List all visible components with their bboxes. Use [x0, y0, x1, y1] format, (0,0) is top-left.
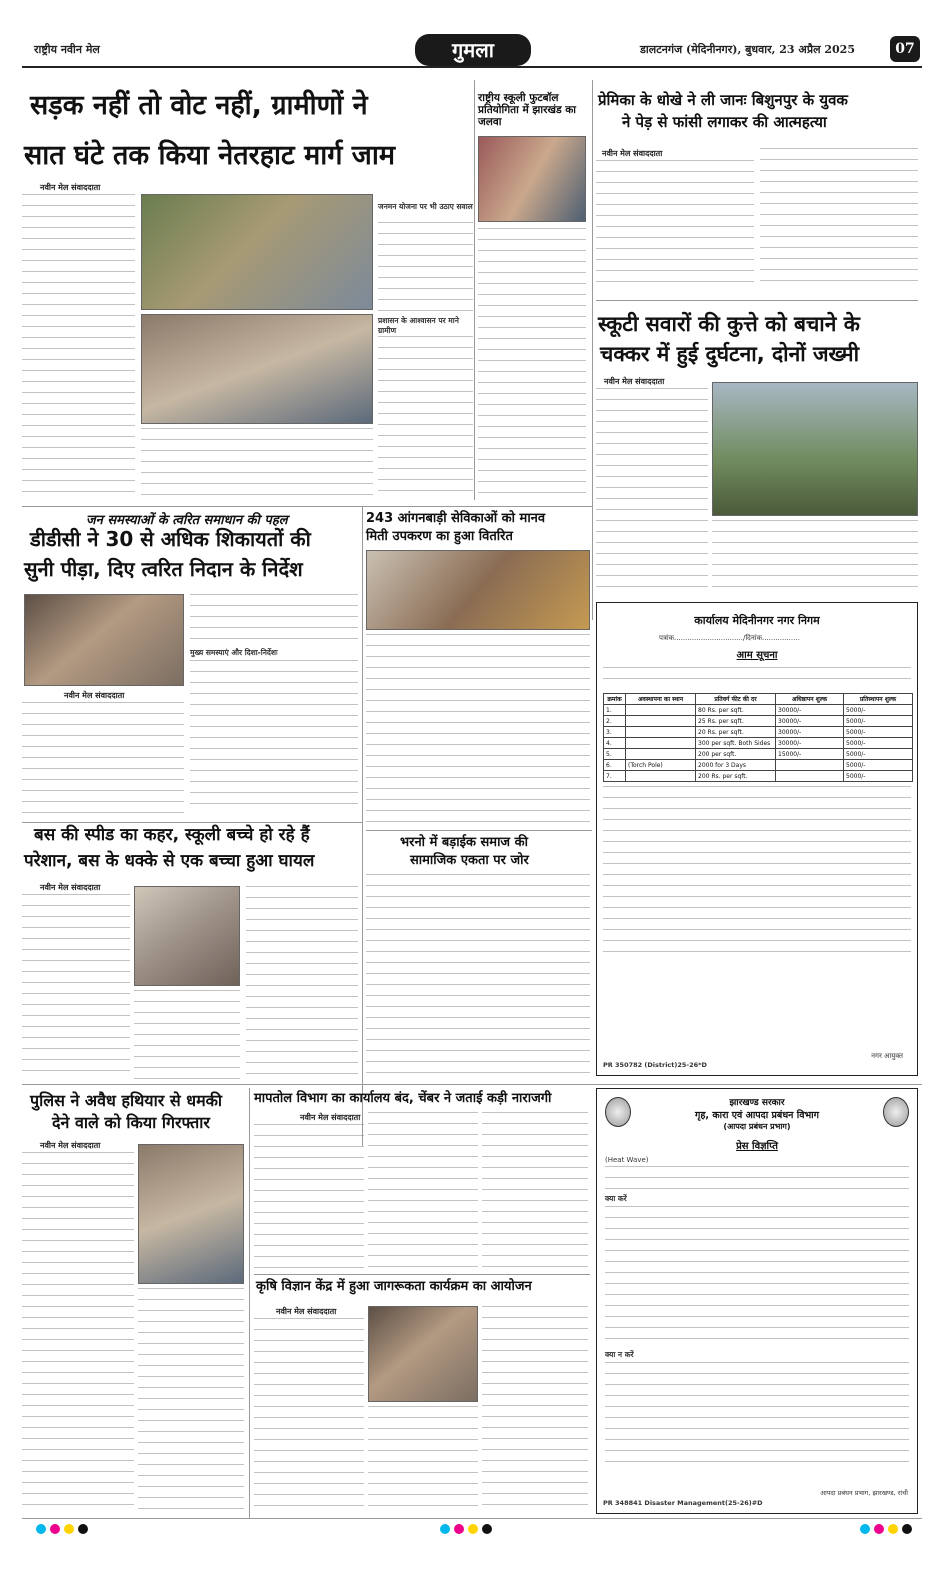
- jh-donts-list: [605, 1362, 909, 1472]
- police-col-1: [22, 1152, 134, 1512]
- anganbadi-headline-2: मिती उपकरण का हुआ वितरित: [366, 529, 513, 544]
- notice-cell: 5.: [604, 749, 626, 760]
- notice-col-header: अवस्थापना का स्थान: [626, 694, 696, 705]
- krishi-col-3: [482, 1306, 588, 1512]
- jh-heatwave: (Heat Wave): [605, 1156, 649, 1164]
- registration-mark-magenta: [874, 1524, 884, 1534]
- section-tab: गुमला: [415, 34, 531, 66]
- road-photo-1: [141, 194, 373, 310]
- police-byline: नवीन मेल संवाददाता: [40, 1141, 101, 1150]
- notice-table: [603, 693, 913, 782]
- registration-mark-black: [78, 1524, 88, 1534]
- anganbadi-photo: [366, 550, 590, 630]
- krishi-col-2: [368, 1406, 478, 1512]
- registration-mark-cyan: [440, 1524, 450, 1534]
- bus-photo: [134, 886, 240, 986]
- notice-cell: 7.: [604, 771, 626, 782]
- notice-cell: [776, 760, 844, 771]
- notice-cell: [626, 738, 696, 749]
- bhanoe-headline-2: सामाजिक एकता पर जोर: [410, 853, 529, 868]
- krishi-col-1: [254, 1318, 364, 1512]
- registration-mark-black: [902, 1524, 912, 1534]
- notice-cell: 5000/-: [844, 705, 913, 716]
- scooty-headline-1: स्कूटी सवारों की कुत्ते को बचाने के: [598, 312, 860, 336]
- police-headline-1: पुलिस ने अवैध हथियार से धमकी: [30, 1091, 223, 1110]
- police-headline-2: देने वाले को किया गिरफ्तार: [52, 1113, 210, 1132]
- jh-govt: झारखण्ड सरकार: [729, 1098, 785, 1108]
- jharkhand-emblem-icon: [605, 1097, 631, 1127]
- notice-cell: 30000/-: [776, 716, 844, 727]
- notice-cell: 30000/-: [776, 738, 844, 749]
- krishi-byline: नवीन मेल संवाददाता: [276, 1307, 337, 1316]
- registration-mark-yellow: [888, 1524, 898, 1534]
- krishi-headline: कृषि विज्ञान केंद्र में हुआ जागरूकता कार्यक्रम का आयोजन: [256, 1279, 532, 1294]
- jh-dos-list: [605, 1206, 909, 1346]
- notice-cell: 20 Rs. per sqft.: [696, 727, 776, 738]
- registration-mark-magenta: [454, 1524, 464, 1534]
- jh-section-dos: क्या करें: [605, 1194, 627, 1203]
- football-col: [478, 228, 586, 496]
- notice-cell: 25 Rs. per sqft.: [696, 716, 776, 727]
- road-subhead-2: प्रशासन के आश्वासन पर माने ग्रामीण: [378, 316, 459, 335]
- naptol-col-3: [482, 1112, 588, 1270]
- notice-col-header: क्रमांक: [604, 694, 626, 705]
- krishi-photo: [368, 1306, 478, 1402]
- notice-cell: 30000/-: [776, 727, 844, 738]
- notice-cell: 5000/-: [844, 760, 913, 771]
- road-headline-2: सात घंटे तक किया नेतरहाट मार्ग जाम: [24, 140, 395, 171]
- registration-mark-cyan: [860, 1524, 870, 1534]
- notice-cell: 5000/-: [844, 716, 913, 727]
- notice-cell: (Torch Pole): [626, 760, 696, 771]
- scooty-headline-2: चक्कर में हुई दुर्घटना, दोनों जख्मी: [600, 342, 860, 366]
- notice-cell: 3.: [604, 727, 626, 738]
- road-headline-1: सड़क नहीं तो वोट नहीं, ग्रामीणों ने: [30, 90, 368, 121]
- road-subhead-1: जनमन योजना पर भी उठाए सवाल: [378, 202, 473, 211]
- jh-signatory: आपदा प्रबंधन प्रभाग, झारखण्ड, रांची: [820, 1489, 908, 1497]
- notice-cell: 2000 for 3 Days: [696, 760, 776, 771]
- notice-row: [604, 749, 913, 760]
- registration-mark-magenta: [50, 1524, 60, 1534]
- notice-cell: [626, 705, 696, 716]
- jh-footer-code: PR 348841 Disaster Management(25-26)#D: [603, 1499, 763, 1507]
- road-col-2: [141, 428, 373, 496]
- notice-row: [604, 727, 913, 738]
- notice-cell: [626, 716, 696, 727]
- bus-headline-2: परेशान, बस के धक्के से एक बच्चा हुआ घायल: [24, 851, 315, 871]
- jh-dept-sub: (आपदा प्रबंधन प्रभाग): [723, 1122, 791, 1131]
- notice-cell: 5000/-: [844, 771, 913, 782]
- lover-byline: नवीन मेल संवाददाता: [602, 149, 663, 158]
- dc-col-2b: [190, 660, 358, 814]
- naptol-headline: मापतोल विभाग का कार्यालय बंद, चेंबर ने जताई कड़ी नाराजगी: [254, 1091, 552, 1106]
- dc-col-1: [22, 702, 184, 814]
- scooty-col-1: [596, 388, 708, 588]
- scooty-col-2: [712, 520, 918, 588]
- notice-cell: 30000/-: [776, 705, 844, 716]
- dc-headline-2: सुनी पीड़ा, दिए त्वरित निदान के निर्देश: [24, 557, 303, 581]
- notice-subtitle: आम सूचना: [736, 650, 778, 661]
- notice-row: [604, 760, 913, 771]
- naptol-byline: नवीन मेल संवाददाता: [300, 1113, 361, 1122]
- dc-kicker: जन समस्याओं के त्वरित समाधान की पहल: [86, 513, 288, 528]
- anganbadi-headline-1: 243 आंगनबाड़ी सेविकाओं को मानव: [366, 511, 546, 526]
- police-photo: [138, 1144, 244, 1284]
- road-col-3b: [378, 336, 473, 496]
- bus-col-2: [134, 990, 240, 1080]
- lover-col-1: [596, 160, 754, 288]
- police-col-2: [138, 1288, 244, 1512]
- dc-col-2a: [190, 594, 358, 646]
- notice-row: [604, 738, 913, 749]
- road-byline: नवीन मेल संवाददाता: [40, 183, 101, 192]
- registration-mark-yellow: [64, 1524, 74, 1534]
- notice-cell: 4.: [604, 738, 626, 749]
- notice-cell: 15000/-: [776, 749, 844, 760]
- notice-cell: 5000/-: [844, 749, 913, 760]
- jh-intro: [605, 1166, 909, 1190]
- notice-row: [604, 771, 913, 782]
- notice-cell: [626, 749, 696, 760]
- notice-cell: 200 Rs. per sqft.: [696, 771, 776, 782]
- notice-signatory: नगर आयुक्त: [871, 1052, 903, 1060]
- jh-dept: गृह, कारा एवं आपदा प्रबंधन विभाग: [695, 1110, 819, 1121]
- dc-photo: [24, 594, 184, 686]
- bus-headline-1: बस की स्पीड का कहर, स्कूली बच्चे हो रहे हैं: [34, 825, 310, 845]
- notice-col-header: प्रतिस्थापन शुल्क: [844, 694, 913, 705]
- naptol-col-2: [368, 1112, 478, 1270]
- football-photo: [478, 136, 586, 222]
- page-number: 07: [890, 36, 920, 62]
- nagar-nigam-notice: [596, 602, 918, 1076]
- notice-cell: 5000/-: [844, 727, 913, 738]
- road-col-1: [22, 194, 135, 494]
- notice-cell: [626, 771, 696, 782]
- notice-cell: 300 per sqft. Both Sides: [696, 738, 776, 749]
- notice-cell: [776, 771, 844, 782]
- scooty-photo: [712, 382, 918, 516]
- registration-mark-cyan: [36, 1524, 46, 1534]
- bus-col-3: [246, 886, 358, 1080]
- jharkhand-press-release-ad: [596, 1088, 918, 1514]
- notice-col-header: प्रतिवर्ग फीट की दर: [696, 694, 776, 705]
- notice-cell: 6.: [604, 760, 626, 771]
- anganbadi-col: [366, 634, 590, 824]
- registration-mark-black: [482, 1524, 492, 1534]
- notice-footer-code: PR 350782 (District)25-26*D: [603, 1061, 707, 1069]
- road-photo-2: [141, 314, 373, 424]
- bhanoe-headline-1: भरनो में बड़ाईक समाज की: [400, 835, 528, 850]
- dc-byline: नवीन मेल संवाददाता: [64, 691, 125, 700]
- notice-cell: 2.: [604, 716, 626, 727]
- notice-cell: 5000/-: [844, 738, 913, 749]
- lover-headline-2: ने पेड़ से फांसी लगाकर की आत्महत्या: [622, 113, 827, 131]
- bus-col-1: [22, 894, 130, 1080]
- lover-headline-1: प्रेमिका के धोखे ने ली जानः बिशुनपुर के युवक: [598, 91, 848, 109]
- lover-col-2: [760, 148, 918, 288]
- notice-cell: 80 Rs. per sqft.: [696, 705, 776, 716]
- jh-title: प्रेस विज्ञप्ति: [736, 1141, 778, 1152]
- registration-mark-yellow: [468, 1524, 478, 1534]
- notice-letter-no: पत्रांक.............................../दिनांक.................: [659, 634, 800, 642]
- notice-terms: [603, 786, 911, 962]
- notice-cell: 200 per sqft.: [696, 749, 776, 760]
- scooty-byline: नवीन मेल संवाददाता: [604, 377, 665, 386]
- notice-cell: 1.: [604, 705, 626, 716]
- masthead-paper-name: राष्ट्रीय नवीन मेल: [34, 43, 100, 56]
- naptol-col-1: [254, 1124, 364, 1270]
- notice-office: कार्यालय मेदिनीनगर नगर निगम: [694, 614, 820, 627]
- notice-cell: [626, 727, 696, 738]
- dateline: डालटनगंज (मेदिनीनगर), बुधवार, 23 अप्रैल 2025: [640, 43, 855, 56]
- jh-section-donts: क्या न करें: [605, 1350, 634, 1359]
- notice-row: [604, 705, 913, 716]
- notice-intro: [603, 667, 911, 689]
- notice-row: [604, 716, 913, 727]
- header-rule: [22, 66, 922, 68]
- bhanoe-col: [366, 874, 590, 1080]
- bus-byline: नवीन मेल संवाददाता: [40, 883, 101, 892]
- road-col-3a: [378, 222, 473, 312]
- disaster-mgmt-logo-icon: [883, 1097, 909, 1127]
- dc-subhead: मुख्य समस्याएं और दिशा-निर्देशः: [190, 648, 278, 657]
- dc-headline-1: डीडीसी ने 30 से अधिक शिकायतों की: [30, 527, 311, 551]
- football-headline: राष्ट्रीय स्कूली फुटबॉल प्रतियोगिता में झारखंड का जलवा: [478, 92, 577, 129]
- notice-col-header: अधिष्ठापन शुल्क: [776, 694, 844, 705]
